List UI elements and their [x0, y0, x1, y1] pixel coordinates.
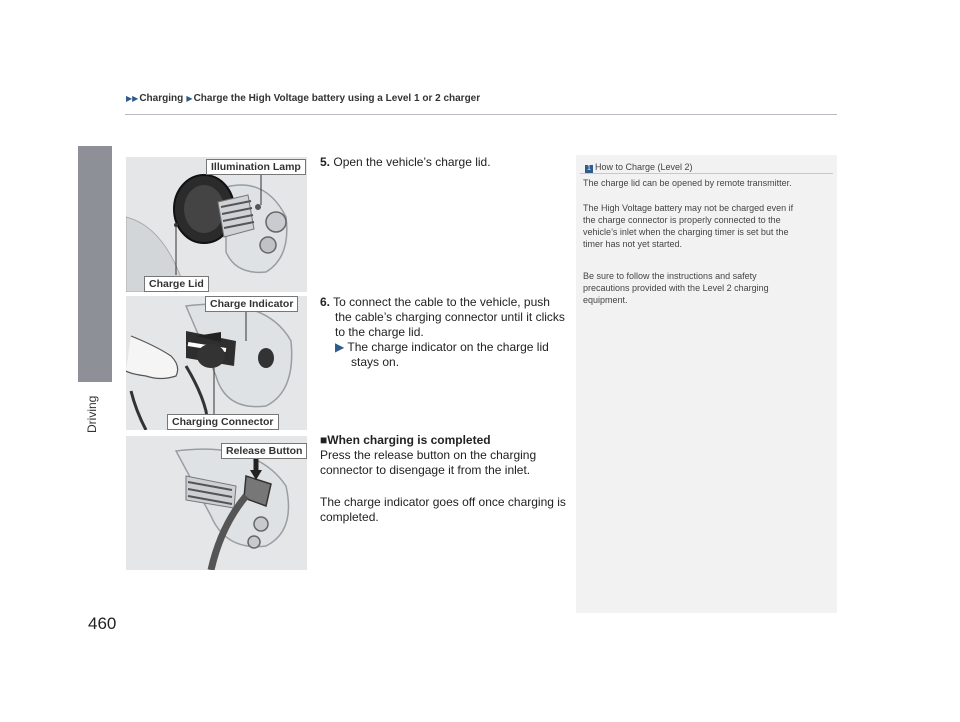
figure-charge-lid — [126, 157, 307, 292]
result-arrow-icon: ▶ — [335, 340, 345, 354]
step-6-sub-2: stays on. — [351, 355, 400, 369]
section-p1-line-2: connector to disengage it from the inlet. — [320, 463, 531, 477]
figure-release-button — [126, 436, 307, 570]
side-note-paragraph-2: The High Voltage battery may not be charged even if the charge connector is properly connected to the vehicle’s inlet when the charging timer is set but the timer has not yet started. — [583, 203, 794, 249]
step-5 — [320, 155, 491, 170]
breadcrumb — [125, 93, 480, 104]
side-note-paragraph-3: Be sure to follow the instructions and safety precautions provided with the Level 2 charging equipment. — [583, 271, 769, 305]
callout-illumination-lamp: Illumination Lamp — [206, 159, 306, 175]
section-square-icon: ■ — [320, 433, 328, 447]
step-6-number: 6. — [320, 295, 331, 309]
charging-connector-illustration — [126, 296, 307, 430]
step-5-text: Open the vehicle’s charge lid. — [333, 155, 491, 169]
callout-charge-lid: Charge Lid — [144, 276, 209, 292]
figure-charging-connector — [126, 296, 307, 430]
section-heading: ■When charging is completed — [320, 433, 491, 447]
section-p1-line-1: Press the release button on the charging — [320, 448, 537, 462]
chapter-tab — [78, 146, 112, 382]
step-6 — [320, 295, 570, 370]
step-6-sub-1: The charge indicator on the charge lid — [347, 340, 549, 354]
breadcrumb-arrow-icon: ▶▶ — [126, 94, 139, 103]
step-6-line-2: the cable’s charging connector until it clicks — [335, 310, 565, 324]
step-6-line-1: To connect the cable to the vehicle, push — [333, 295, 550, 309]
page-number: 460 — [88, 614, 117, 633]
section-paragraph-1 — [320, 448, 536, 478]
step-5-number: 5. — [320, 155, 331, 169]
section-p2-line-1: The charge indicator goes off once charging is — [320, 495, 566, 509]
step-6-line-3: to the charge lid. — [335, 325, 424, 339]
charge-lid-illustration — [126, 157, 307, 292]
chapter-label: Driving — [85, 395, 99, 433]
side-note-title: 1 How to Charge (Level 2) — [585, 162, 693, 173]
header-divider — [125, 114, 837, 115]
callout-charge-indicator: Charge Indicator — [205, 296, 298, 312]
breadcrumb-arrow-icon: ▶ — [184, 94, 193, 103]
breadcrumb-item-charging[interactable]: Charging — [139, 93, 184, 104]
callout-charging-connector: Charging Connector — [167, 414, 279, 430]
breadcrumb-item-charge-high-voltage[interactable]: Charge the High Voltage battery using a Level 1 or 2 charger — [193, 93, 481, 104]
side-note-paragraph-1: The charge lid can be opened by remote transmitter. — [583, 178, 792, 188]
section-paragraph-2 — [320, 495, 566, 525]
note-marker-icon: 1 — [585, 165, 593, 173]
side-note-divider — [580, 173, 833, 174]
section-p2-line-2: completed. — [320, 510, 379, 524]
callout-release-button: Release Button — [221, 443, 307, 459]
